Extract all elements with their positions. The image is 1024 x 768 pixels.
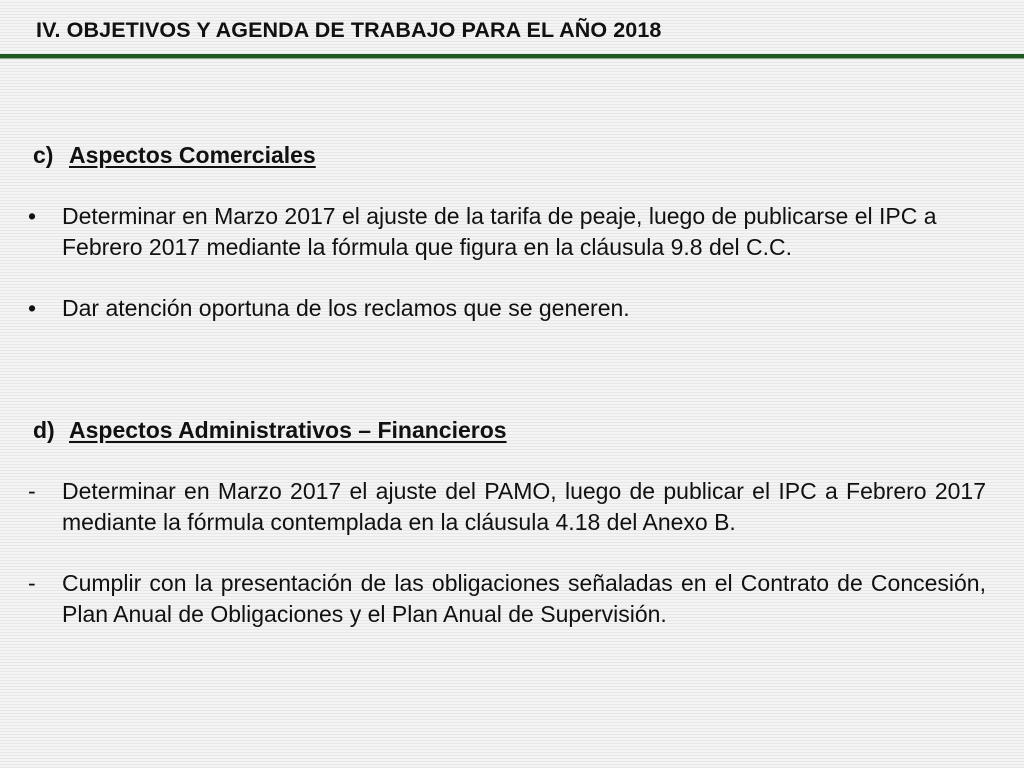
slide-title: IV. OBJETIVOS Y AGENDA DE TRABAJO PARA EL AÑO 2018 [36,18,662,42]
dash-marker: - [28,478,36,504]
section-heading-administrativos [33,417,507,444]
list-item-text: Cumplir con la presentación de las obligaciones señaladas en el Contrato de Concesión, Plan Anual de Obligaciones y el Plan Anual de Supervisión. [62,570,986,627]
list-item [28,568,986,630]
section-letter: d) [33,417,55,443]
list-item [28,476,986,538]
list-item [28,293,986,324]
section-letter: c) [33,142,54,168]
bullet-marker: • [28,295,37,321]
list-item [28,201,986,263]
list-item-text: Determinar en Marzo 2017 el ajuste del PAMO, luego de publicar el IPC a Febrero 2017 mediante la fórmula contemplada en la cláusula 4.18 del Anexo B. [62,478,986,535]
section-title: Aspectos Administrativos – Financieros [69,417,507,443]
section-heading-comerciales [33,142,316,169]
title-divider [0,54,1024,59]
bullet-marker: • [28,203,37,229]
list-item-text: Dar atención oportuna de los reclamos que se generen. [62,295,630,321]
dash-marker: - [28,570,36,596]
section-title: Aspectos Comerciales [69,142,316,168]
list-item-text: Determinar en Marzo 2017 el ajuste de la tarifa de peaje, luego de publicarse el IPC a Febrero 2017 mediante la fórmula que figura en la cláusula 9.8 del C.C. [62,203,937,260]
